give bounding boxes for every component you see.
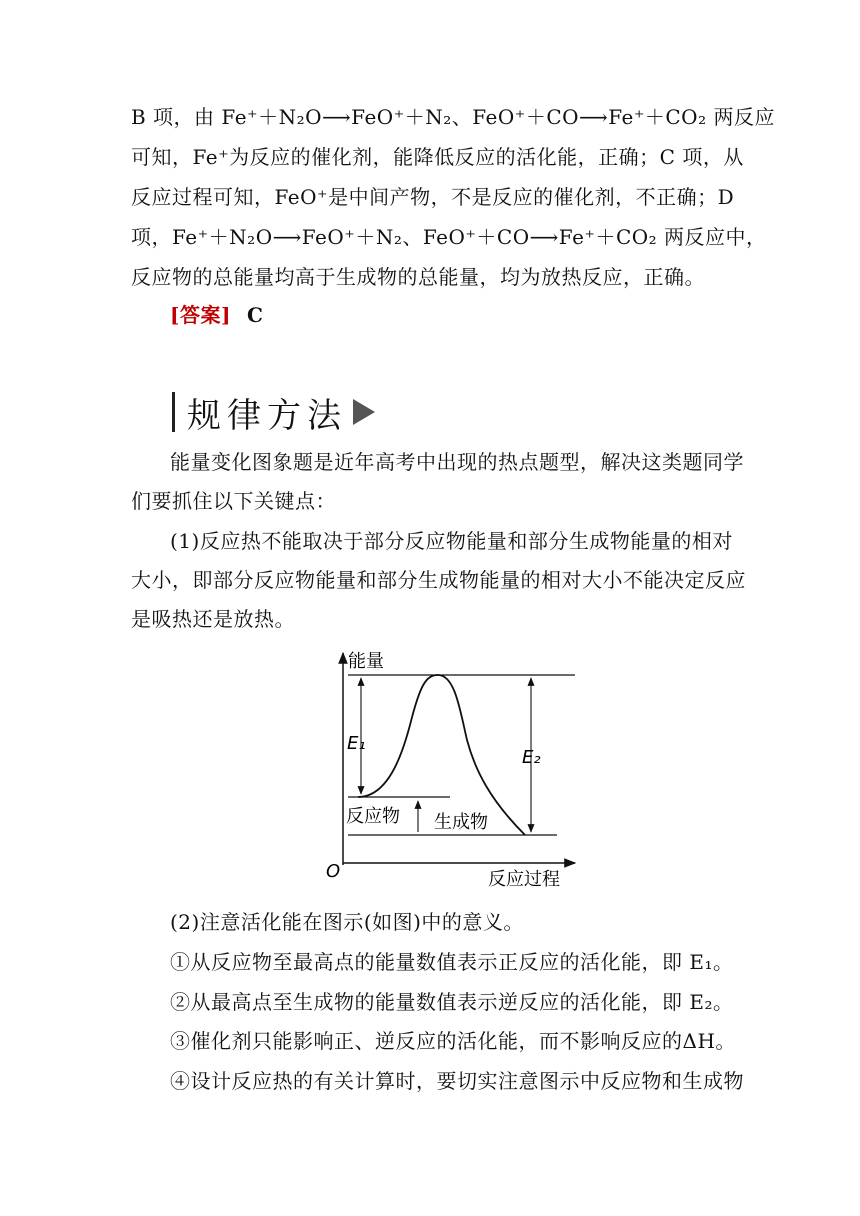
list-item-3: ③催化剂只能影响正、逆反应的活化能，而不影响反应的ΔH。 — [170, 1029, 736, 1053]
paragraph-b-line-1: B 项，由 Fe⁺＋N₂O⟶FeO⁺＋N₂、FeO⁺＋CO⟶Fe⁺＋CO₂ 两反应 — [131, 105, 775, 129]
energy-diagram — [320, 645, 590, 895]
list-item-4: ④设计反应热的有关计算时，要切实注意图示中反应物和生成物 — [170, 1069, 744, 1093]
triangle-arrow-icon — [353, 399, 375, 425]
paragraph-b-line-5: 反应物的总能量均高于生成物的总能量，均为放热反应，正确。 — [131, 265, 705, 289]
section-bar — [172, 392, 175, 432]
paragraph-b-line-4: 项，Fe⁺＋N₂O⟶FeO⁺＋N₂、FeO⁺＋CO⟶Fe⁺＋CO₂ 两反应中， — [131, 225, 767, 249]
list-item-1: ①从反应物至最高点的能量数值表示正反应的活化能，即 E₁。 — [170, 950, 734, 974]
point1-line-2: 大小，即部分反应物能量和部分生成物能量的相对大小不能决定反应 — [131, 568, 746, 592]
point1-line-3: 是吸热还是放热。 — [131, 607, 295, 631]
section-heading — [172, 390, 375, 434]
product-label: 生成物 — [434, 812, 488, 833]
paragraph-b-line-2: 可知，Fe⁺为反应的催化剂，能降低反应的活化能，正确；C 项，从 — [131, 145, 744, 169]
e1-label: E₁ — [347, 733, 366, 754]
answer-value: C — [246, 303, 264, 327]
point2-line-1: (2)注意活化能在图示(如图)中的意义。 — [170, 910, 524, 934]
x-axis-label: 反应过程 — [488, 869, 560, 890]
paragraph-b-line-3: 反应过程可知，FeO⁺是中间产物，不是反应的催化剂，不正确；D — [131, 185, 735, 209]
intro-line-2: 们要抓住以下关键点： — [131, 489, 336, 513]
energy-diagram-svg — [320, 645, 590, 895]
y-axis-label: 能量 — [348, 651, 384, 672]
answer-label: [答案] — [170, 303, 231, 327]
point1-line-1: (1)反应热不能取决于部分反应物能量和部分生成物能量的相对 — [170, 529, 733, 553]
origin-label: O — [326, 861, 341, 882]
intro-line-1: 能量变化图象题是近年高考中出现的热点题型，解决这类题同学 — [170, 450, 744, 474]
list-item-2: ②从最高点至生成物的能量数值表示逆反应的活化能，即 E₂。 — [170, 990, 734, 1014]
reactant-label: 反应物 — [346, 806, 400, 827]
answer-line — [170, 301, 731, 329]
section-title: 规律方法 — [187, 395, 347, 436]
e2-label: E₂ — [522, 747, 541, 768]
